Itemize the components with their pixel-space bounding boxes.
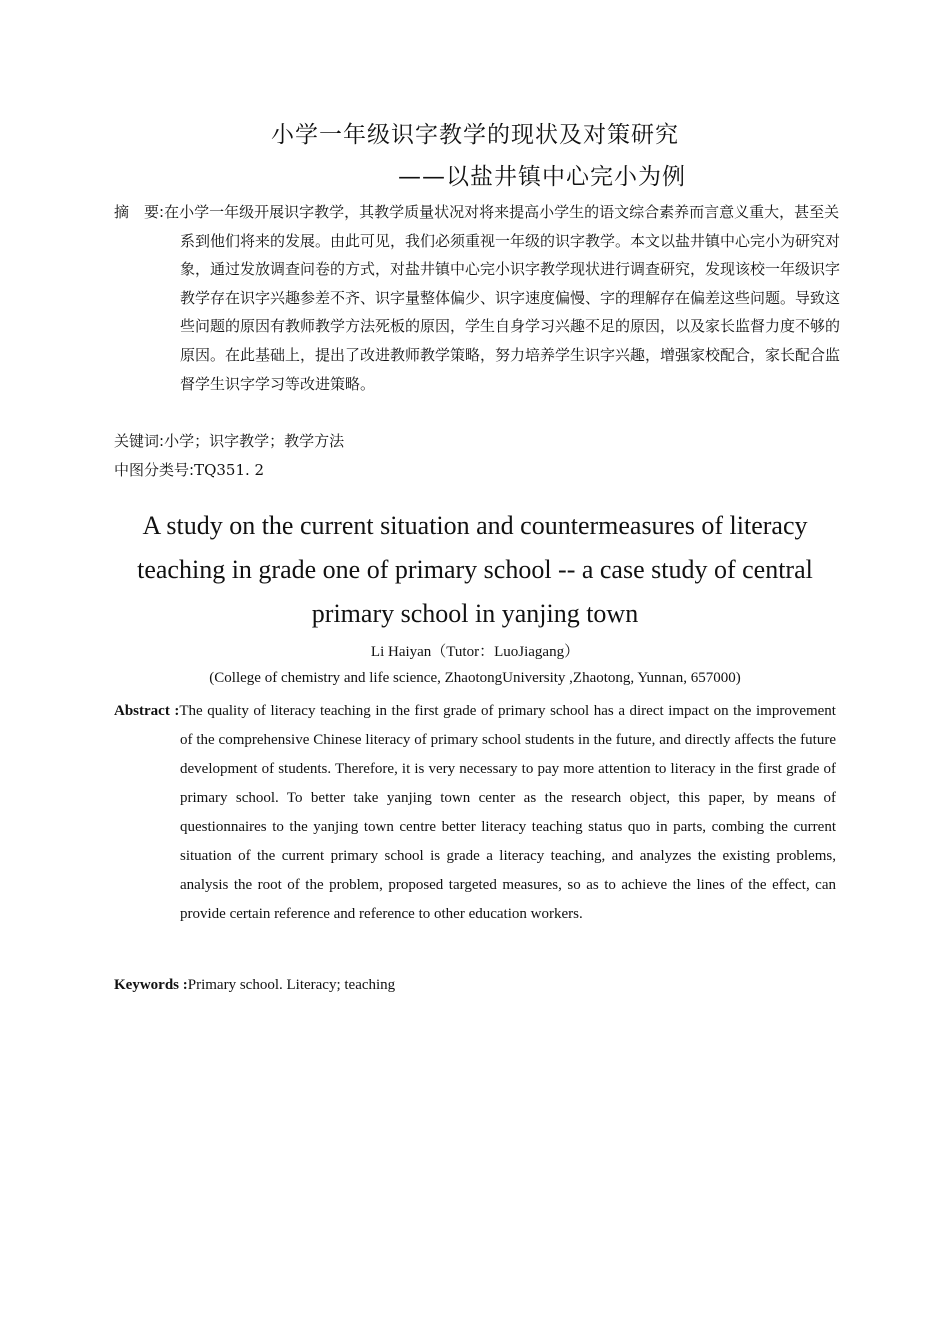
affiliation-line: (College of chemistry and life science, ZhaotongUniversity ,Zhaotong, Yunnan, 657000)	[209, 670, 741, 686]
english-keywords-text: Primary school. Literacy; teaching	[187, 977, 396, 993]
english-abstract-label: Abstract :	[114, 703, 180, 719]
author-line: Li Haiyan（Tutor：LuoJiagang）	[370, 644, 580, 660]
chinese-abstract-text: 在小学一年级开展识字教学，其教学质量状况对将来提高小学生的语文综合素养而言意义重大，甚至关系到他们将来的发展。由此可见，我们必须重视一年级的识字教学。本文以盐井镇中心完小为研究对象，通过发放调查问卷的方式，对盐井镇中心完小识字教学现状进行调查研究，发现该校一年级识字教学存在识字兴趣参差不齐、识字量整体偏少、识字速度偏慢、字的理解存在偏差这些问题。导致这些问题的原因有教师教学方法死板的原因，学生自身学习兴趣不足的原因，以及家长监督力度不够的原因。在此基础上，提出了改进教师教学策略，努力培养学生识字兴趣，增强家校配合，家长配合监督学生识字学习等改进策略。	[164, 203, 841, 393]
classification-value: TQ351. 2	[194, 461, 265, 479]
chinese-abstract	[114, 198, 850, 398]
english-keywords-label: Keywords :	[114, 977, 188, 993]
chinese-abstract-label: 摘 要:	[114, 203, 165, 221]
classification-label: 中图分类号:	[114, 461, 195, 479]
chinese-title: 小学一年级识字教学的现状及对策研究	[271, 122, 679, 148]
chinese-abstract-paragraph	[114, 198, 850, 398]
classification-number	[114, 456, 850, 485]
english-abstract-text: The quality of literacy teaching in the first grade of primary school has a direct impact on the improvement of the comprehensive Chinese literacy of primary school students in the future, and directly affects the future development of students. Therefore, it is very necessary to pay more attention to literacy in the first grade of primary school. To better take yanjing town center as the research object, this paper, by means of questionnaires to the yanjing town centre better literacy teaching status quo in parts, combing the current situation of the current primary school is grade a literacy teaching, and analyzes the existing problems, analysis the root of the problem, proposed targeted measures, so as to achieve the lines of the effect, can provide certain reference and reference to other education workers.	[179, 703, 836, 922]
chinese-subtitle: ——以盐井镇中心完小为例	[398, 164, 686, 190]
chinese-keywords	[114, 427, 850, 456]
english-title: A study on the current situation and countermeasures of literacy teaching in grade one of primary school -- a case study of central primary school in yanjing town	[137, 511, 813, 628]
chinese-keywords-text: 小学；识字教学；教学方法	[164, 432, 345, 450]
chinese-keywords-label: 关键词:	[114, 432, 165, 450]
english-keywords	[114, 977, 395, 994]
english-abstract	[114, 697, 836, 929]
